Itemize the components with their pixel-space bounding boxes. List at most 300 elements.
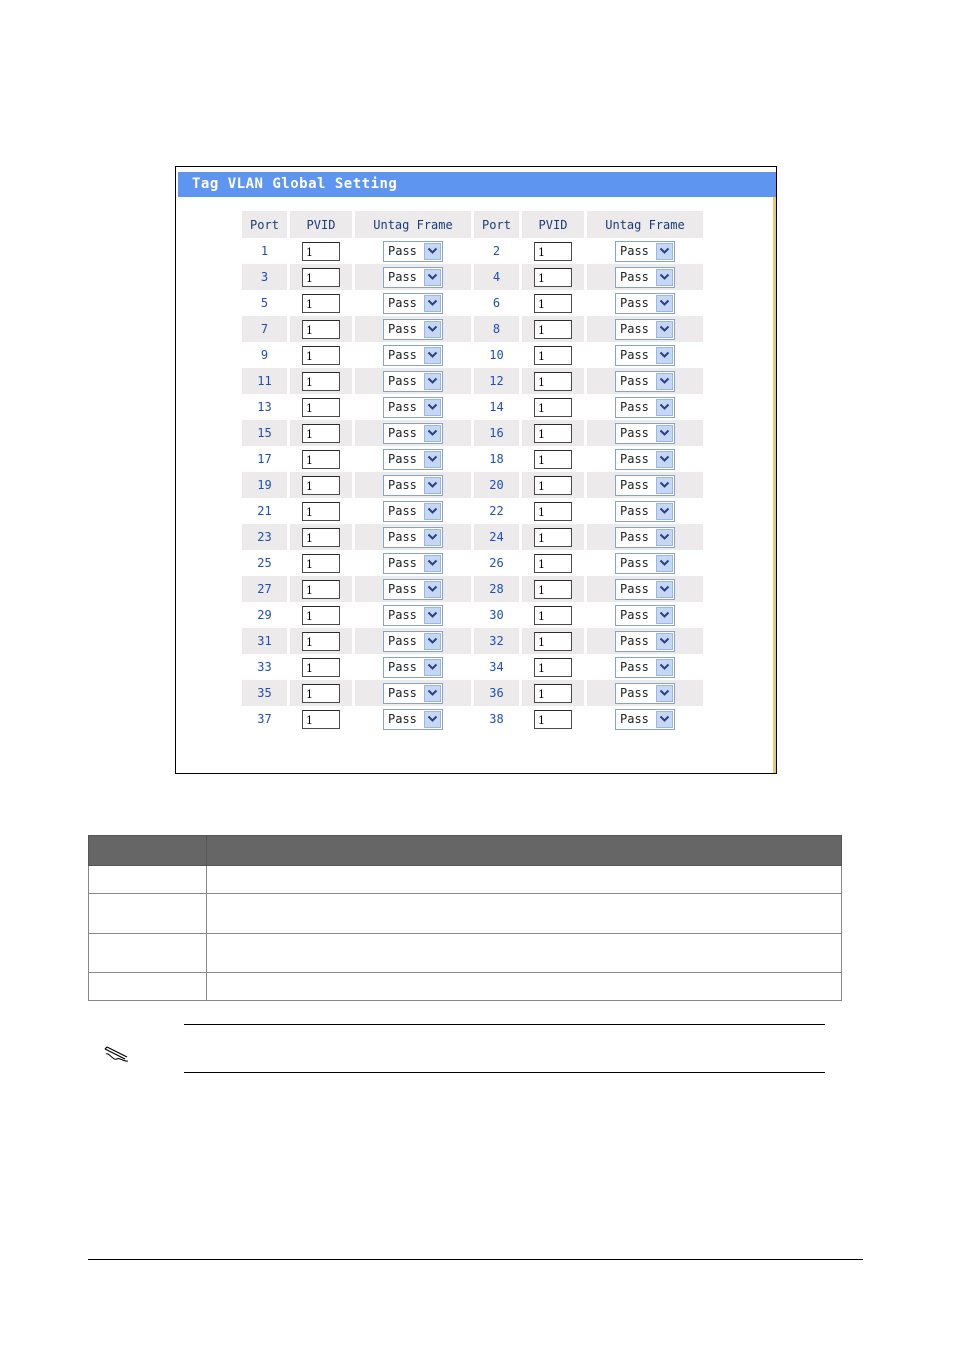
footer-rule bbox=[88, 1259, 863, 1260]
pvid-cell bbox=[290, 602, 352, 628]
untag-frame-value: Pass bbox=[388, 504, 417, 518]
pvid-input[interactable]: 1 bbox=[534, 580, 572, 599]
untag-frame-select[interactable] bbox=[383, 267, 443, 288]
table-row bbox=[242, 550, 703, 576]
port-number: 36 bbox=[474, 680, 519, 706]
untag-frame-select[interactable] bbox=[615, 449, 675, 470]
pvid-input[interactable]: 1 bbox=[534, 372, 572, 391]
untag-frame-value: Pass bbox=[388, 322, 417, 336]
note-bottom-rule bbox=[184, 1072, 825, 1073]
untag-frame-cell bbox=[587, 420, 703, 446]
port-number: 8 bbox=[474, 316, 519, 342]
pvid-input[interactable]: 1 bbox=[302, 398, 340, 417]
pvid-input[interactable]: 1 bbox=[534, 294, 572, 313]
pvid-cell bbox=[522, 290, 584, 316]
description-cell bbox=[207, 866, 842, 894]
port-number: 27 bbox=[242, 576, 287, 602]
untag-frame-select[interactable] bbox=[615, 423, 675, 444]
untag-frame-cell bbox=[355, 342, 471, 368]
pvid-input[interactable]: 1 bbox=[302, 268, 340, 287]
pvid-cell bbox=[522, 628, 584, 654]
untag-frame-select[interactable] bbox=[383, 241, 443, 262]
description-table bbox=[88, 835, 842, 1001]
pvid-cell bbox=[290, 550, 352, 576]
pvid-input[interactable]: 1 bbox=[534, 320, 572, 339]
untag-frame-value: Pass bbox=[388, 582, 417, 596]
untag-frame-cell bbox=[355, 264, 471, 290]
description-header-cell bbox=[207, 836, 842, 866]
untag-frame-cell bbox=[587, 680, 703, 706]
chevron-down-icon[interactable] bbox=[656, 347, 673, 364]
chevron-down-icon[interactable] bbox=[424, 581, 441, 598]
untag-frame-select[interactable] bbox=[383, 605, 443, 626]
port-number: 17 bbox=[257, 452, 272, 466]
untag-frame-cell bbox=[587, 524, 703, 550]
untag-frame-cell bbox=[587, 706, 703, 732]
chevron-down-icon[interactable] bbox=[424, 347, 441, 364]
untag-frame-cell bbox=[355, 498, 471, 524]
table-row bbox=[242, 446, 703, 472]
description-cell bbox=[89, 934, 207, 973]
chevron-down-icon[interactable] bbox=[656, 607, 673, 624]
untag-frame-cell bbox=[587, 576, 703, 602]
description-header-row bbox=[89, 836, 842, 866]
untag-frame-select[interactable] bbox=[615, 397, 675, 418]
chevron-down-icon[interactable] bbox=[656, 659, 673, 676]
untag-frame-value: Pass bbox=[620, 478, 649, 492]
untag-frame-cell bbox=[355, 472, 471, 498]
untag-frame-value: Pass bbox=[388, 270, 417, 284]
port-number: 19 bbox=[242, 472, 287, 498]
pvid-cell bbox=[290, 368, 352, 394]
chevron-down-icon[interactable] bbox=[656, 477, 673, 494]
pvid-cell bbox=[290, 290, 352, 316]
description-row bbox=[89, 934, 842, 973]
untag-frame-value: Pass bbox=[388, 660, 417, 674]
untag-frame-value: Pass bbox=[388, 712, 417, 726]
untag-frame-select[interactable] bbox=[383, 345, 443, 366]
pvid-input[interactable]: 1 bbox=[302, 450, 340, 469]
table-row bbox=[242, 498, 703, 524]
table-row bbox=[242, 654, 703, 680]
chevron-down-icon[interactable] bbox=[656, 269, 673, 286]
untag-frame-value: Pass bbox=[388, 426, 417, 440]
untag-frame-value: Pass bbox=[620, 244, 649, 258]
description-cell bbox=[89, 894, 207, 934]
note-pencil-icon bbox=[103, 1045, 129, 1067]
table-row bbox=[242, 628, 703, 654]
port-number: 26 bbox=[489, 556, 504, 570]
table-row bbox=[242, 706, 703, 732]
pvid-cell bbox=[522, 550, 584, 576]
untag-frame-select[interactable] bbox=[383, 501, 443, 522]
chevron-down-icon[interactable] bbox=[656, 399, 673, 416]
port-table-header bbox=[242, 211, 703, 238]
untag-frame-select[interactable] bbox=[615, 241, 675, 262]
chevron-down-icon[interactable] bbox=[424, 243, 441, 260]
port-number: 25 bbox=[257, 556, 272, 570]
pvid-input[interactable]: 1 bbox=[302, 658, 340, 677]
untag-frame-value: Pass bbox=[620, 270, 649, 284]
table-row bbox=[242, 368, 703, 394]
port-number: 18 bbox=[489, 452, 504, 466]
untag-frame-select[interactable] bbox=[383, 475, 443, 496]
pvid-cell bbox=[290, 498, 352, 524]
pvid-cell bbox=[522, 576, 584, 602]
pvid-input[interactable]: 1 bbox=[302, 242, 340, 261]
untag-frame-value: Pass bbox=[620, 660, 649, 674]
untag-frame-select[interactable] bbox=[383, 553, 443, 574]
untag-frame-value: Pass bbox=[388, 686, 417, 700]
untag-frame-value: Pass bbox=[388, 452, 417, 466]
untag-frame-value: Pass bbox=[620, 608, 649, 622]
chevron-down-icon[interactable] bbox=[424, 269, 441, 286]
port-number: 38 bbox=[489, 712, 504, 726]
table-row bbox=[242, 342, 703, 368]
pvid-cell bbox=[290, 576, 352, 602]
header-port-right: Port bbox=[474, 211, 519, 238]
pvid-input[interactable]: 1 bbox=[534, 554, 572, 573]
untag-frame-select[interactable] bbox=[615, 371, 675, 392]
pvid-input[interactable]: 1 bbox=[534, 606, 572, 625]
port-number: 32 bbox=[474, 628, 519, 654]
untag-frame-select[interactable] bbox=[383, 397, 443, 418]
table-row bbox=[242, 576, 703, 602]
pvid-input[interactable]: 1 bbox=[302, 710, 340, 729]
chevron-down-icon[interactable] bbox=[656, 321, 673, 338]
untag-frame-cell bbox=[587, 602, 703, 628]
port-number: 22 bbox=[489, 504, 504, 518]
untag-frame-select[interactable] bbox=[615, 709, 675, 730]
untag-frame-cell bbox=[587, 394, 703, 420]
pvid-cell bbox=[290, 680, 352, 706]
untag-frame-cell bbox=[355, 446, 471, 472]
pvid-cell bbox=[290, 446, 352, 472]
pvid-cell bbox=[290, 524, 352, 550]
chevron-down-icon[interactable] bbox=[656, 243, 673, 260]
untag-frame-value: Pass bbox=[620, 582, 649, 596]
pvid-input[interactable]: 1 bbox=[302, 528, 340, 547]
untag-frame-cell bbox=[355, 602, 471, 628]
untag-frame-select[interactable] bbox=[615, 345, 675, 366]
header-pvid-left: PVID bbox=[290, 211, 352, 238]
pvid-input[interactable]: 1 bbox=[302, 424, 340, 443]
untag-frame-cell bbox=[587, 472, 703, 498]
chevron-down-icon[interactable] bbox=[656, 633, 673, 650]
untag-frame-select[interactable] bbox=[615, 527, 675, 548]
pvid-cell bbox=[290, 628, 352, 654]
table-row bbox=[242, 680, 703, 706]
chevron-down-icon[interactable] bbox=[424, 633, 441, 650]
pvid-input[interactable]: 1 bbox=[302, 346, 340, 365]
table-row bbox=[242, 290, 703, 316]
pvid-cell bbox=[290, 654, 352, 680]
port-rows bbox=[242, 238, 703, 732]
pvid-cell bbox=[522, 602, 584, 628]
pvid-input[interactable]: 1 bbox=[534, 476, 572, 495]
port-number: 6 bbox=[492, 296, 501, 310]
untag-frame-select[interactable] bbox=[615, 683, 675, 704]
port-number: 24 bbox=[474, 524, 519, 550]
pvid-input[interactable]: 1 bbox=[534, 658, 572, 677]
untag-frame-value: Pass bbox=[620, 452, 649, 466]
chevron-down-icon[interactable] bbox=[656, 529, 673, 546]
pvid-input[interactable]: 1 bbox=[302, 684, 340, 703]
pvid-input[interactable]: 1 bbox=[302, 294, 340, 313]
untag-frame-select[interactable] bbox=[383, 631, 443, 652]
untag-frame-value: Pass bbox=[388, 296, 417, 310]
untag-frame-value: Pass bbox=[388, 348, 417, 362]
pvid-input[interactable]: 1 bbox=[534, 528, 572, 547]
port-number: 2 bbox=[492, 244, 501, 258]
pvid-cell bbox=[522, 498, 584, 524]
chevron-down-icon[interactable] bbox=[424, 477, 441, 494]
header-port-left: Port bbox=[242, 211, 287, 238]
untag-frame-select[interactable] bbox=[383, 579, 443, 600]
description-row bbox=[89, 973, 842, 1001]
port-number: 35 bbox=[242, 680, 287, 706]
pvid-cell bbox=[290, 706, 352, 732]
description-row bbox=[89, 894, 842, 934]
untag-frame-cell bbox=[587, 368, 703, 394]
pvid-cell bbox=[522, 394, 584, 420]
pvid-cell bbox=[522, 420, 584, 446]
pvid-cell bbox=[290, 394, 352, 420]
chevron-down-icon[interactable] bbox=[656, 295, 673, 312]
pvid-input[interactable]: 1 bbox=[534, 346, 572, 365]
pvid-cell bbox=[290, 264, 352, 290]
pvid-input[interactable]: 1 bbox=[534, 710, 572, 729]
chevron-down-icon[interactable] bbox=[424, 711, 441, 728]
port-number: 23 bbox=[242, 524, 287, 550]
pvid-cell bbox=[522, 238, 584, 264]
chevron-down-icon[interactable] bbox=[424, 399, 441, 416]
untag-frame-value: Pass bbox=[620, 634, 649, 648]
untag-frame-cell bbox=[587, 446, 703, 472]
pvid-input[interactable]: 1 bbox=[534, 398, 572, 417]
untag-frame-select[interactable] bbox=[383, 527, 443, 548]
header-untag-frame-right: Untag Frame bbox=[587, 211, 703, 238]
untag-frame-value: Pass bbox=[620, 426, 649, 440]
untag-frame-select[interactable] bbox=[615, 475, 675, 496]
untag-frame-cell bbox=[587, 342, 703, 368]
chevron-down-icon[interactable] bbox=[424, 685, 441, 702]
pvid-input[interactable]: 1 bbox=[534, 502, 572, 521]
pvid-input[interactable]: 1 bbox=[302, 606, 340, 625]
port-number: 21 bbox=[257, 504, 272, 518]
description-row bbox=[89, 866, 842, 894]
pvid-input[interactable]: 1 bbox=[302, 502, 340, 521]
untag-frame-value: Pass bbox=[388, 530, 417, 544]
untag-frame-cell bbox=[587, 290, 703, 316]
chevron-down-icon[interactable] bbox=[656, 555, 673, 572]
chevron-down-icon[interactable] bbox=[424, 451, 441, 468]
untag-frame-select[interactable] bbox=[615, 553, 675, 574]
untag-frame-cell bbox=[587, 316, 703, 342]
untag-frame-value: Pass bbox=[388, 478, 417, 492]
port-number: 16 bbox=[474, 420, 519, 446]
chevron-down-icon[interactable] bbox=[656, 425, 673, 442]
chevron-down-icon[interactable] bbox=[656, 373, 673, 390]
untag-frame-cell bbox=[355, 238, 471, 264]
untag-frame-select[interactable] bbox=[383, 293, 443, 314]
untag-frame-cell bbox=[587, 498, 703, 524]
untag-frame-cell bbox=[587, 238, 703, 264]
description-cell bbox=[207, 894, 842, 934]
pvid-cell bbox=[290, 342, 352, 368]
untag-frame-value: Pass bbox=[620, 712, 649, 726]
chevron-down-icon[interactable] bbox=[656, 451, 673, 468]
untag-frame-value: Pass bbox=[388, 400, 417, 414]
pvid-cell bbox=[522, 342, 584, 368]
port-number: 11 bbox=[242, 368, 287, 394]
pvid-input[interactable]: 1 bbox=[534, 242, 572, 261]
port-number: 33 bbox=[257, 660, 272, 674]
port-number: 9 bbox=[260, 348, 269, 362]
untag-frame-cell bbox=[587, 654, 703, 680]
untag-frame-select[interactable] bbox=[615, 657, 675, 678]
pvid-cell bbox=[290, 238, 352, 264]
untag-frame-select[interactable] bbox=[383, 683, 443, 704]
note-top-rule bbox=[184, 1024, 825, 1025]
chevron-down-icon[interactable] bbox=[424, 659, 441, 676]
untag-frame-cell bbox=[355, 290, 471, 316]
description-cell bbox=[89, 866, 207, 894]
pvid-cell bbox=[522, 368, 584, 394]
port-number: 7 bbox=[242, 316, 287, 342]
port-number: 1 bbox=[260, 244, 269, 258]
chevron-down-icon[interactable] bbox=[656, 711, 673, 728]
untag-frame-value: Pass bbox=[620, 296, 649, 310]
pvid-input[interactable]: 1 bbox=[302, 372, 340, 391]
description-cell bbox=[89, 973, 207, 1001]
scroll-edge bbox=[773, 197, 776, 773]
untag-frame-select[interactable] bbox=[615, 267, 675, 288]
untag-frame-cell bbox=[355, 680, 471, 706]
untag-frame-cell bbox=[587, 264, 703, 290]
untag-frame-select[interactable] bbox=[615, 293, 675, 314]
untag-frame-value: Pass bbox=[620, 322, 649, 336]
table-row bbox=[242, 264, 703, 290]
pvid-input[interactable]: 1 bbox=[534, 424, 572, 443]
chevron-down-icon[interactable] bbox=[424, 425, 441, 442]
pvid-input[interactable]: 1 bbox=[534, 268, 572, 287]
untag-frame-select[interactable] bbox=[383, 709, 443, 730]
chevron-down-icon[interactable] bbox=[424, 321, 441, 338]
port-number: 31 bbox=[242, 628, 287, 654]
pvid-input[interactable]: 1 bbox=[534, 632, 572, 651]
table-row bbox=[242, 420, 703, 446]
untag-frame-value: Pass bbox=[388, 244, 417, 258]
untag-frame-select[interactable] bbox=[383, 371, 443, 392]
chevron-down-icon[interactable] bbox=[424, 555, 441, 572]
chevron-down-icon[interactable] bbox=[424, 529, 441, 546]
untag-frame-select[interactable] bbox=[383, 423, 443, 444]
untag-frame-cell bbox=[355, 550, 471, 576]
header-untag-frame-left: Untag Frame bbox=[355, 211, 471, 238]
panel-title: Tag VLAN Global Setting bbox=[178, 172, 776, 197]
port-number: 29 bbox=[257, 608, 272, 622]
chevron-down-icon[interactable] bbox=[424, 295, 441, 312]
untag-frame-cell bbox=[587, 628, 703, 654]
port-number: 12 bbox=[474, 368, 519, 394]
pvid-input[interactable]: 1 bbox=[534, 684, 572, 703]
untag-frame-value: Pass bbox=[620, 504, 649, 518]
untag-frame-cell bbox=[355, 576, 471, 602]
chevron-down-icon[interactable] bbox=[424, 373, 441, 390]
port-number: 13 bbox=[257, 400, 272, 414]
pvid-cell bbox=[522, 446, 584, 472]
port-number: 30 bbox=[489, 608, 504, 622]
untag-frame-cell bbox=[355, 706, 471, 732]
untag-frame-value: Pass bbox=[620, 556, 649, 570]
port-number: 3 bbox=[242, 264, 287, 290]
pvid-input[interactable]: 1 bbox=[302, 580, 340, 599]
pvid-input[interactable]: 1 bbox=[302, 554, 340, 573]
untag-frame-cell bbox=[355, 524, 471, 550]
description-header-cell bbox=[89, 836, 207, 866]
chevron-down-icon[interactable] bbox=[656, 685, 673, 702]
pvid-input[interactable]: 1 bbox=[534, 450, 572, 469]
untag-frame-select[interactable] bbox=[383, 657, 443, 678]
chevron-down-icon[interactable] bbox=[424, 607, 441, 624]
untag-frame-cell bbox=[355, 394, 471, 420]
untag-frame-value: Pass bbox=[620, 348, 649, 362]
table-row bbox=[242, 472, 703, 498]
untag-frame-cell bbox=[355, 654, 471, 680]
pvid-input[interactable]: 1 bbox=[302, 320, 340, 339]
untag-frame-select[interactable] bbox=[615, 605, 675, 626]
untag-frame-select[interactable] bbox=[615, 501, 675, 522]
port-number: 14 bbox=[489, 400, 504, 414]
pvid-cell bbox=[290, 316, 352, 342]
untag-frame-cell bbox=[355, 628, 471, 654]
table-row bbox=[242, 602, 703, 628]
tag-vlan-panel bbox=[175, 166, 777, 774]
untag-frame-value: Pass bbox=[388, 374, 417, 388]
untag-frame-value: Pass bbox=[620, 530, 649, 544]
pvid-cell bbox=[522, 654, 584, 680]
description-cell bbox=[207, 934, 842, 973]
untag-frame-value: Pass bbox=[388, 608, 417, 622]
chevron-down-icon[interactable] bbox=[424, 503, 441, 520]
untag-frame-value: Pass bbox=[620, 374, 649, 388]
table-row bbox=[242, 524, 703, 550]
pvid-input[interactable]: 1 bbox=[302, 476, 340, 495]
chevron-down-icon[interactable] bbox=[656, 581, 673, 598]
untag-frame-select[interactable] bbox=[615, 319, 675, 340]
untag-frame-select[interactable] bbox=[615, 579, 675, 600]
untag-frame-select[interactable] bbox=[383, 449, 443, 470]
description-cell bbox=[207, 973, 842, 1001]
port-table bbox=[239, 211, 706, 732]
untag-frame-cell bbox=[587, 550, 703, 576]
untag-frame-value: Pass bbox=[388, 634, 417, 648]
untag-frame-select[interactable] bbox=[383, 319, 443, 340]
pvid-cell bbox=[522, 680, 584, 706]
untag-frame-select[interactable] bbox=[615, 631, 675, 652]
header-pvid-right: PVID bbox=[522, 211, 584, 238]
untag-frame-value: Pass bbox=[620, 686, 649, 700]
table-row bbox=[242, 316, 703, 342]
pvid-input[interactable]: 1 bbox=[302, 632, 340, 651]
pvid-cell bbox=[522, 316, 584, 342]
pvid-cell bbox=[522, 706, 584, 732]
port-number: 37 bbox=[257, 712, 272, 726]
table-row bbox=[242, 394, 703, 420]
chevron-down-icon[interactable] bbox=[656, 503, 673, 520]
port-number: 4 bbox=[474, 264, 519, 290]
